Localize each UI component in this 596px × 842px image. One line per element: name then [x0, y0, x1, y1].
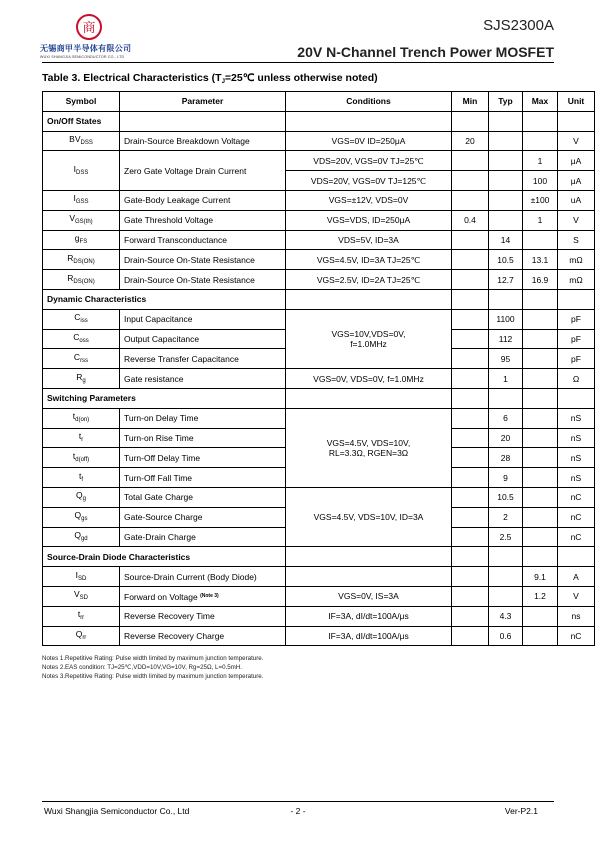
typ-cell: 1 [489, 369, 523, 389]
section-row [43, 289, 595, 309]
typ-cell [489, 131, 523, 151]
table-row [43, 408, 595, 428]
unit-cell: Ω [558, 369, 595, 389]
symbol-cell: $I_{DSS}$ [43, 151, 120, 191]
table-row [43, 270, 595, 290]
symbol-cell: $R_{DS(ON)}$ [43, 270, 120, 290]
table-row [43, 190, 595, 210]
unit-cell: V [558, 131, 595, 151]
unit-cell: μA [558, 151, 595, 171]
min-cell [452, 606, 489, 626]
document-title: 20V N-Channel Trench Power MOSFET [297, 44, 554, 60]
unit-cell: pF [558, 309, 595, 329]
unit-cell: nS [558, 468, 595, 488]
note-3: Notes 3.Repetitive Rating: Pulse width limited by maximum junction temperature. [42, 673, 264, 680]
electrical-characteristics-table [42, 91, 595, 646]
symbol-cell: $V_{GS(th)}$ [43, 210, 120, 230]
max-cell: 100 [523, 171, 558, 191]
typ-cell: 10.5 [489, 250, 523, 270]
col-header-typ: Typ [489, 92, 523, 112]
section-diode: Source-Drain Diode Characteristics [43, 547, 286, 567]
unit-cell: nS [558, 428, 595, 448]
unit-cell: nS [558, 408, 595, 428]
max-cell [523, 131, 558, 151]
max-cell: 1 [523, 151, 558, 171]
min-cell: 20 [452, 131, 489, 151]
symbol-cell: $R_g$ [43, 369, 120, 389]
parameter-cell: Forward on Voltage $^{(Note 3)}$ [120, 586, 286, 606]
symbol-cell: $Q_{gs}$ [43, 507, 120, 527]
unit-cell: nC [558, 507, 595, 527]
typ-cell: 95 [489, 349, 523, 369]
symbol-cell: $C_{oss}$ [43, 329, 120, 349]
typ-cell: 6 [489, 408, 523, 428]
unit-cell: mΩ [558, 250, 595, 270]
parameter-cell: Gate-Drain Charge [120, 527, 286, 547]
conditions-cell: VGS=VDS, ID=250μA [286, 210, 452, 230]
typ-cell: 1100 [489, 309, 523, 329]
conditions-cell: VGS=0V, VDS=0V, f=1.0MHz [286, 369, 452, 389]
col-header-conditions: Conditions [286, 92, 452, 112]
typ-cell: 28 [489, 448, 523, 468]
unit-cell: uA [558, 190, 595, 210]
note-2: Notes 2.EAS condition: TJ=25℃,VDD=10V,VG=10V, Rg=25Ω, L=0.5mH. [42, 664, 243, 671]
symbol-cell: $R_{DS(ON)}$ [43, 250, 120, 270]
section-switching: Switching Parameters [43, 388, 286, 408]
parameter-cell: Zero Gate Voltage Drain Current [120, 151, 286, 191]
symbol-cell: $t_{d(on)}$ [43, 408, 120, 428]
unit-cell: A [558, 567, 595, 587]
max-cell: 1.2 [523, 586, 558, 606]
table-row [43, 567, 595, 587]
typ-cell: 14 [489, 230, 523, 250]
symbol-cell: $I_{GSS}$ [43, 190, 120, 210]
section-row [43, 547, 595, 567]
max-cell: 13.1 [523, 250, 558, 270]
table-caption: Table 3. Electrical Characteristics ($T_J=25℃$ unless otherwise noted) [42, 72, 378, 85]
parameter-cell: Reverse Recovery Time [120, 606, 286, 626]
parameter-cell: Drain-Source On-State Resistance [120, 250, 286, 270]
parameter-cell: Total Gate Charge [120, 487, 286, 507]
parameter-cell: Input Capacitance [120, 309, 286, 329]
unit-cell: μA [558, 171, 595, 191]
conditions-cell: IF=3A, dI/dt=100A/μs [286, 626, 452, 646]
parameter-cell: Output Capacitance [120, 329, 286, 349]
footer-page-number: - 2 - [290, 806, 306, 816]
conditions-cell: VGS=10V,VDS=0V, f=1.0MHz [286, 309, 452, 368]
conditions-cell: VGS=0V, IS=3A [286, 586, 452, 606]
typ-cell: 2.5 [489, 527, 523, 547]
logo-company-cn: 无锡商甲半导体有限公司 [40, 44, 132, 53]
unit-cell: pF [558, 329, 595, 349]
typ-cell: 20 [489, 428, 523, 448]
max-cell [523, 606, 558, 626]
max-cell [523, 230, 558, 250]
symbol-cell: $t_f$ [43, 468, 120, 488]
table-row [43, 606, 595, 626]
conditions-cell: VGS=4.5V, VDS=10V, ID=3A [286, 487, 452, 546]
unit-cell: S [558, 230, 595, 250]
parameter-cell: Gate-Body Leakage Current [120, 190, 286, 210]
typ-cell: 112 [489, 329, 523, 349]
col-header-max: Max [523, 92, 558, 112]
unit-cell: nC [558, 487, 595, 507]
conditions-cell: IF=3A, dI/dt=100A/μs [286, 606, 452, 626]
symbol-cell: $I_{SD}$ [43, 567, 120, 587]
unit-cell: pF [558, 349, 595, 369]
symbol-cell: $t_{rr}$ [43, 606, 120, 626]
table-row [43, 586, 595, 606]
footer-company: Wuxi Shangjia Semiconductor Co., Ltd [44, 806, 190, 816]
notes-block [42, 654, 263, 681]
typ-cell: 4.3 [489, 606, 523, 626]
unit-cell: ns [558, 606, 595, 626]
typ-cell: 9 [489, 468, 523, 488]
typ-cell: 10.5 [489, 487, 523, 507]
max-cell [523, 369, 558, 389]
symbol-cell: $Q_{rr}$ [43, 626, 120, 646]
table-row [43, 210, 595, 230]
parameter-cell: Turn-on Rise Time [120, 428, 286, 448]
note-reference: (Note 3) [200, 592, 219, 599]
min-cell [452, 369, 489, 389]
min-cell [452, 270, 489, 290]
symbol-cell: $Q_{gd}$ [43, 527, 120, 547]
parameter-cell: Gate resistance [120, 369, 286, 389]
conditions-cell: VDS=20V, VGS=0V TJ=125℃ [286, 171, 452, 191]
max-cell: 9.1 [523, 567, 558, 587]
table-header-row [43, 92, 595, 112]
company-logo [40, 14, 150, 62]
typ-cell: 2 [489, 507, 523, 527]
typ-cell [489, 190, 523, 210]
unit-cell: nS [558, 448, 595, 468]
max-cell: ±100 [523, 190, 558, 210]
symbol-cell: $C_{rss}$ [43, 349, 120, 369]
col-header-parameter: Parameter [120, 92, 286, 112]
max-cell [523, 626, 558, 646]
conditions-cell: VGS=4.5V, ID=3A TJ=25℃ [286, 250, 452, 270]
typ-cell [489, 210, 523, 230]
table-row [43, 151, 595, 171]
col-header-min: Min [452, 92, 489, 112]
table-row [43, 369, 595, 389]
conditions-cell: VGS=4.5V, VDS=10V, RL=3.3Ω, RGEN=3Ω [286, 408, 452, 487]
symbol-cell: $g_{FS}$ [43, 230, 120, 250]
col-header-unit: Unit [558, 92, 595, 112]
logo-emblem-icon [76, 14, 102, 40]
logo-company-en: WUXI SHANGJIA SEMICONDUCTOR CO., LTD [40, 55, 125, 59]
min-cell [452, 250, 489, 270]
unit-cell: nC [558, 527, 595, 547]
min-cell [452, 190, 489, 210]
unit-cell: V [558, 210, 595, 230]
table-row [43, 250, 595, 270]
symbol-cell: $t_r$ [43, 428, 120, 448]
section-dynamic: Dynamic Characteristics [43, 289, 286, 309]
conditions-cell: VGS=±12V, VDS=0V [286, 190, 452, 210]
section-row [43, 388, 595, 408]
footer-version: Ver-P2.1 [504, 806, 538, 816]
svg-text:商: 商 [82, 21, 96, 36]
symbol-cell: $Q_g$ [43, 487, 120, 507]
parameter-cell: Source-Drain Current (Body Diode) [120, 567, 286, 587]
table-row [43, 626, 595, 646]
conditions-cell: VGS=0V ID=250μA [286, 131, 452, 151]
parameter-cell: Turn-Off Delay Time [120, 448, 286, 468]
symbol-cell: $t_{d(off)}$ [43, 448, 120, 468]
conditions-cell: VGS=2.5V, ID=2A TJ=25℃ [286, 270, 452, 290]
section-onoff: On/Off States [43, 111, 120, 131]
header-rule [42, 62, 554, 63]
conditions-cell: VDS=20V, VGS=0V TJ=25℃ [286, 151, 452, 171]
parameter-cell: Drain-Source Breakdown Voltage [120, 131, 286, 151]
conditions-cell: VDS=5V, ID=3A [286, 230, 452, 250]
section-row [43, 111, 595, 131]
conditions-cell [286, 567, 452, 587]
table-row [43, 309, 595, 329]
unit-cell: nC [558, 626, 595, 646]
min-cell: 0.4 [452, 210, 489, 230]
min-cell [452, 626, 489, 646]
parameter-cell: Reverse Transfer Capacitance [120, 349, 286, 369]
parameter-cell: Turn-Off Fall Time [120, 468, 286, 488]
parameter-cell: Gate Threshold Voltage [120, 210, 286, 230]
footer-rule [42, 801, 554, 802]
unit-cell: V [558, 586, 595, 606]
parameter-cell: Drain-Source On-State Resistance [120, 270, 286, 290]
symbol-cell: $C_{iss}$ [43, 309, 120, 329]
parameter-cell: Gate-Source Charge [120, 507, 286, 527]
symbol-cell: $BV_{DSS}$ [43, 131, 120, 151]
table-row [43, 131, 595, 151]
max-cell: 1 [523, 210, 558, 230]
unit-cell: mΩ [558, 270, 595, 290]
col-header-symbol: Symbol [43, 92, 120, 112]
typ-cell: 0.6 [489, 626, 523, 646]
part-number: SJS2300A [483, 17, 554, 34]
typ-cell: 12.7 [489, 270, 523, 290]
symbol-cell: $V_{SD}$ [43, 586, 120, 606]
max-cell: 16.9 [523, 270, 558, 290]
note-1: Notes 1.Repetitive Rating: Pulse width limited by maximum junction temperature. [42, 655, 264, 662]
table-row [43, 230, 595, 250]
min-cell [452, 230, 489, 250]
parameter-cell: Forward Transconductance [120, 230, 286, 250]
parameter-cell: Reverse Recovery Charge [120, 626, 286, 646]
parameter-cell: Turn-on Delay Time [120, 408, 286, 428]
table-row [43, 487, 595, 507]
